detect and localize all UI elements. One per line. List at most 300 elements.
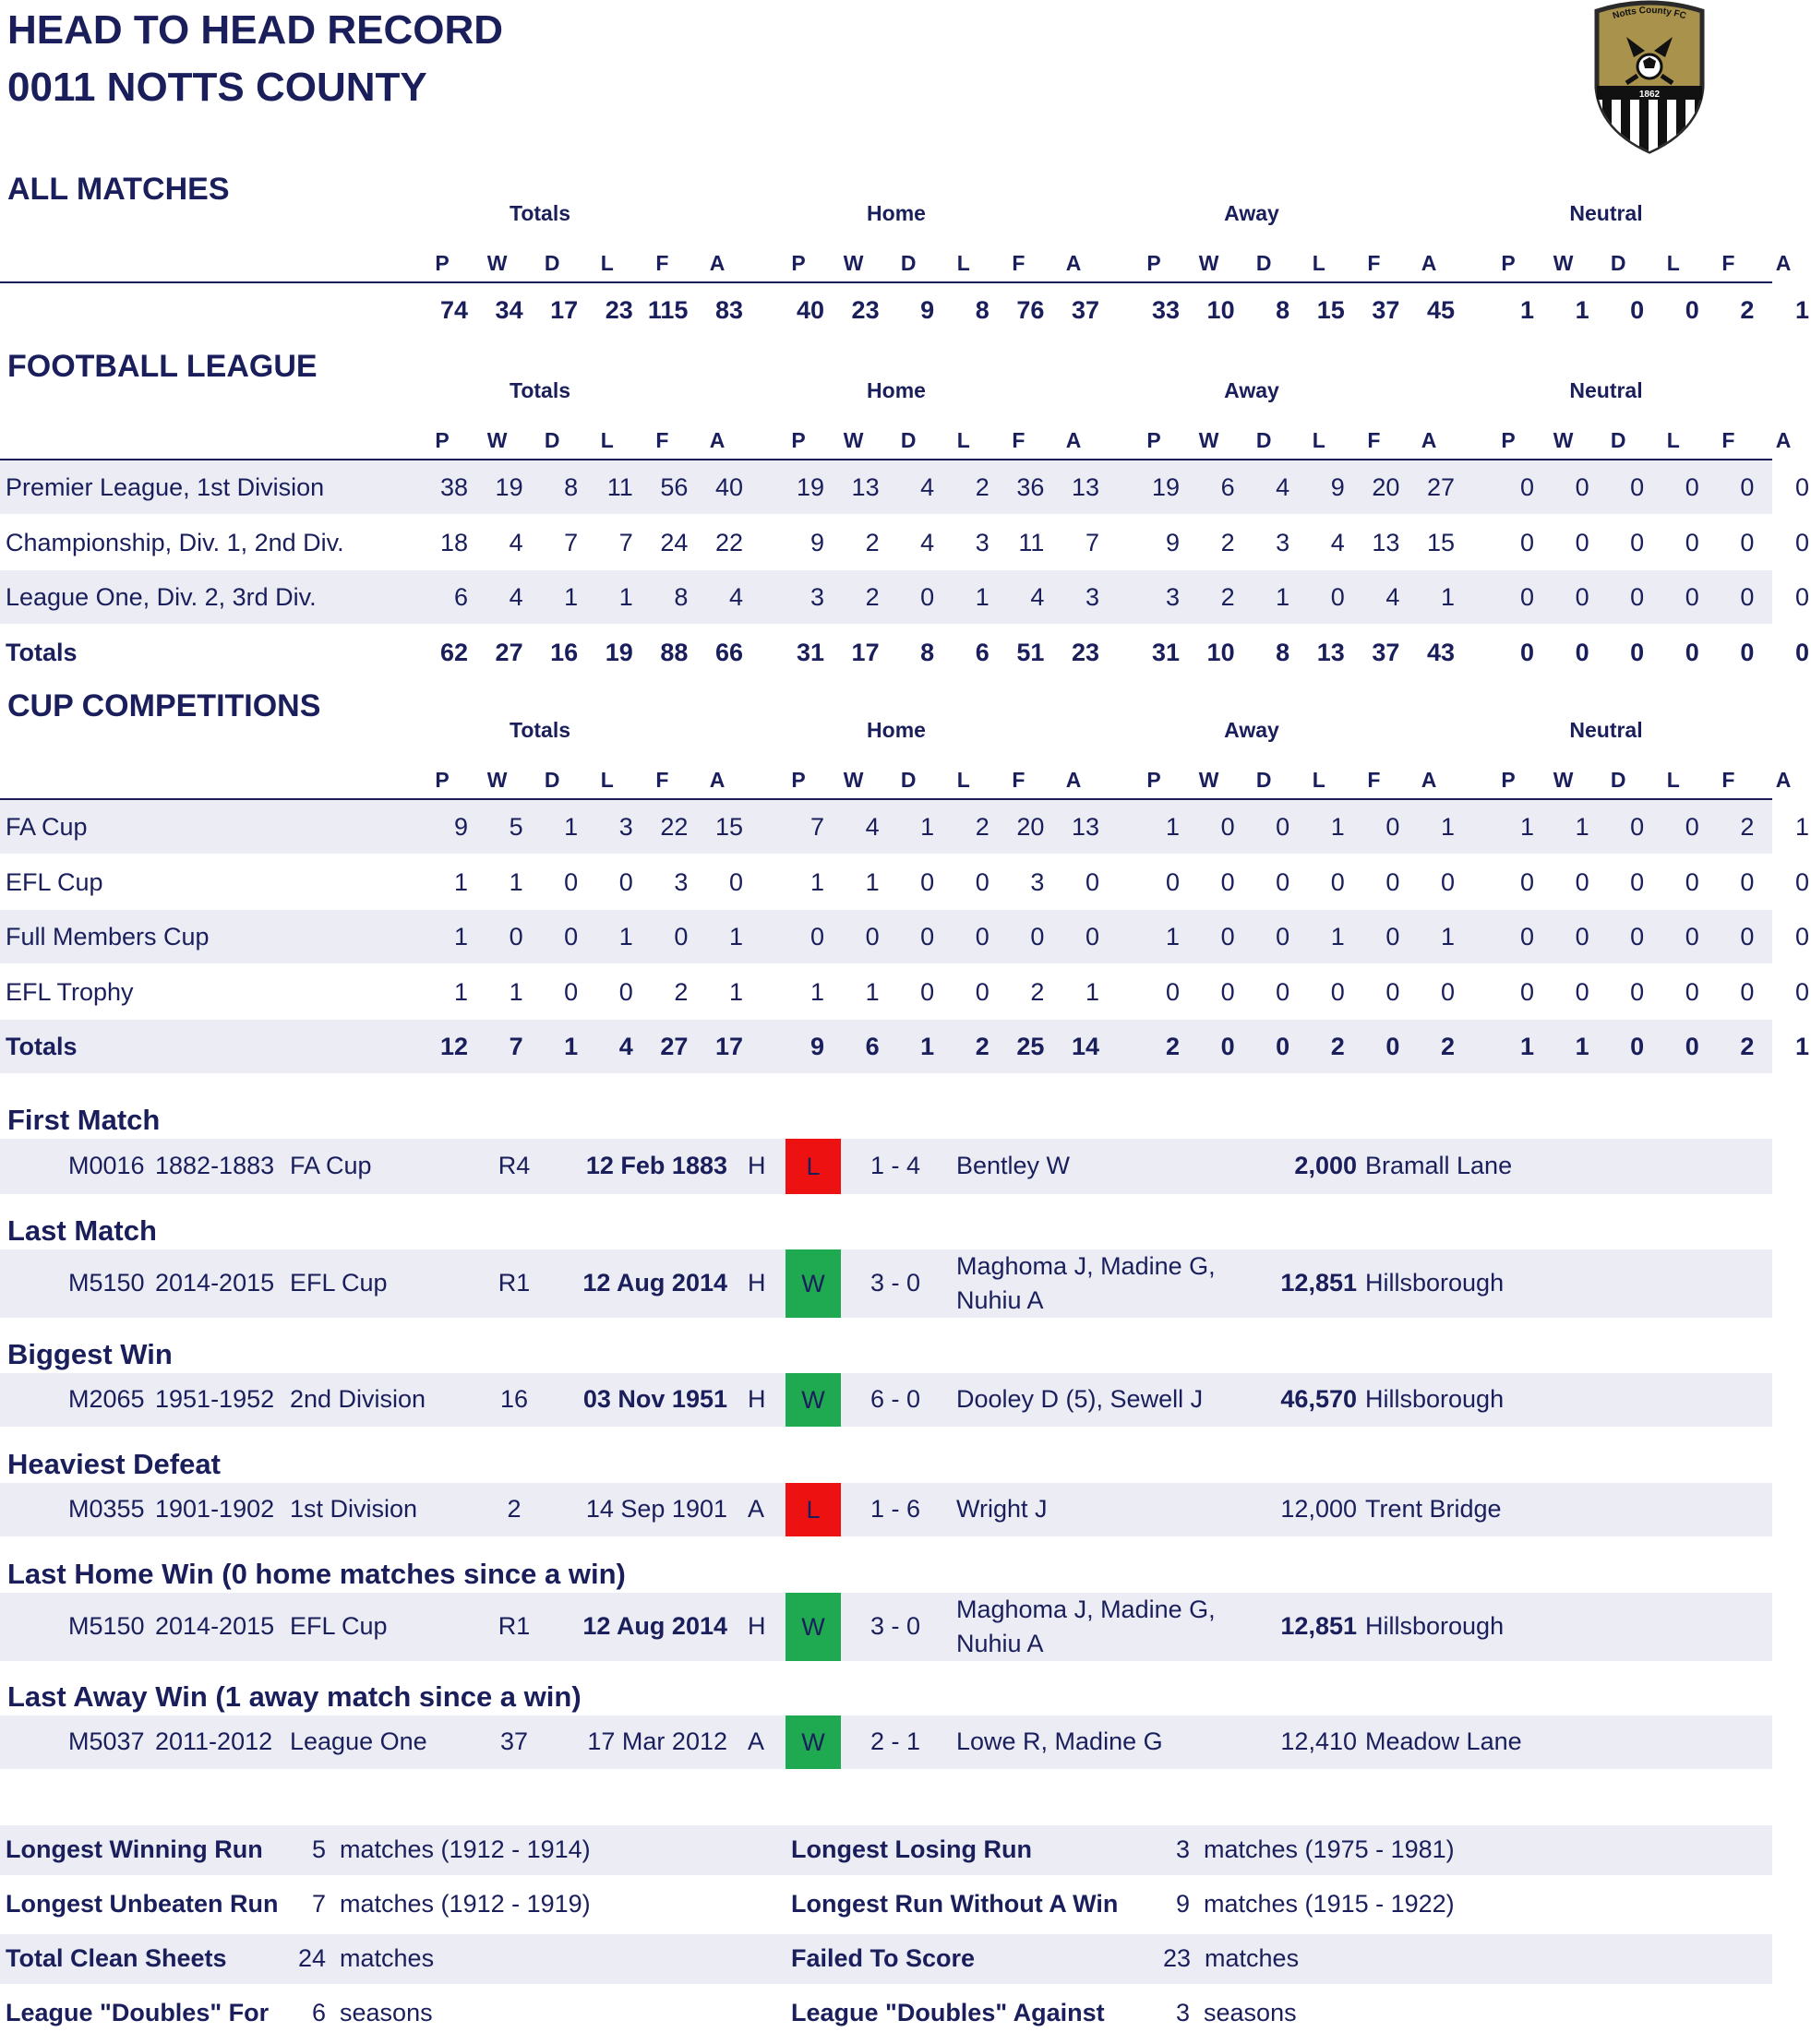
table-cell: 0 (1630, 296, 1645, 324)
table-cell: 3 (1276, 528, 1290, 556)
table-cell: 2 (1165, 1033, 1180, 1060)
row-label: Full Members Cup (6, 923, 210, 950)
table-cell: 2 (1030, 977, 1045, 1006)
scorers-line: Nuhiu A (956, 1286, 1044, 1314)
table-cell: 0 (1685, 977, 1699, 1006)
table-cell: 1 (1519, 296, 1534, 324)
table-cell: 0 (1630, 923, 1645, 950)
match-id: M2065 (68, 1385, 145, 1413)
table-cell: 4 (920, 528, 935, 556)
table-cell: 0 (1220, 1033, 1235, 1060)
match-attendance: 12,000 (1280, 1495, 1357, 1523)
table-cell: 0 (1630, 528, 1645, 556)
column-header: A (1065, 428, 1082, 452)
column-header: W (843, 768, 864, 792)
table-cell: 1 (1794, 1033, 1809, 1060)
match-ground: Hillsborough (1365, 1612, 1505, 1640)
column-header: L (1666, 768, 1680, 792)
column-header: A (709, 428, 726, 452)
match-score: 1 - 4 (870, 1152, 921, 1179)
table-cell: 0 (1519, 638, 1534, 666)
column-header: W (1553, 768, 1574, 792)
table-cell: 20 (1372, 473, 1400, 501)
table-cell: 1 (618, 923, 633, 950)
match-ground: Hillsborough (1365, 1385, 1505, 1413)
table-cell: 0 (1685, 296, 1699, 324)
table-cell: 1 (1575, 813, 1589, 841)
stat-value: 3 seasons (1176, 1999, 1297, 2026)
stat-label: Longest Unbeaten Run (6, 1890, 279, 1918)
table-cell: 0 (920, 923, 935, 950)
stat-label: Longest Losing Run (791, 1835, 1032, 1863)
match-summary-title: Last Away Win (1 away match since a win) (7, 1680, 582, 1713)
match-round: 2 (507, 1495, 522, 1523)
table-cell: 31 (1151, 638, 1180, 666)
table-cell: 4 (728, 583, 743, 611)
table-cell: 2 (975, 1033, 989, 1060)
table-cell: 0 (618, 977, 633, 1006)
column-header: W (1198, 428, 1219, 452)
match-season: 1951-1952 (155, 1385, 275, 1413)
table-cell: 4 (618, 1033, 633, 1060)
match-competition: League One (290, 1727, 427, 1755)
table-cell: 0 (1685, 473, 1699, 501)
group-header: Totals (509, 201, 571, 225)
table-cell: 0 (975, 923, 989, 950)
table-cell: 0 (728, 867, 743, 896)
table-cell: 45 (1426, 296, 1455, 324)
table-cell: 37 (1372, 296, 1400, 324)
club-name: 0011 NOTTS COUNTY (7, 65, 427, 110)
table-cell: 2 (865, 583, 880, 611)
table-cell: 23 (1071, 638, 1099, 666)
column-header: W (486, 768, 508, 792)
match-summary-title: Last Home Win (0 home matches since a win) (7, 1558, 626, 1590)
column-header: F (1012, 428, 1025, 452)
column-header: L (1666, 251, 1680, 275)
venue-code: A (748, 1495, 765, 1523)
row-label: FA Cup (6, 813, 88, 841)
scorers-line: Bentley W (956, 1152, 1071, 1179)
table-cell: 9 (1330, 473, 1345, 501)
scorers-line: Lowe R, Madine G (956, 1727, 1163, 1755)
match-season: 1901-1902 (155, 1495, 275, 1523)
stat-label: Longest Winning Run (6, 1835, 263, 1863)
table-cell: 0 (1740, 583, 1755, 611)
column-header: A (1421, 428, 1437, 452)
column-header: P (1501, 428, 1516, 452)
table-cell: 43 (1426, 638, 1455, 666)
venue-code: A (748, 1727, 765, 1755)
table-cell: 1 (810, 977, 824, 1006)
table-cell: 1 (728, 977, 743, 1006)
match-attendance: 12,851 (1280, 1612, 1357, 1640)
match-date: 12 Feb 1883 (585, 1152, 727, 1179)
column-header: F (1721, 251, 1735, 275)
table-cell: 9 (1165, 528, 1180, 556)
table-cell: 34 (495, 296, 523, 324)
table-cell: 16 (550, 638, 579, 666)
table-cell: 4 (509, 528, 523, 556)
group-header: Neutral (1569, 201, 1643, 225)
table-cell: 10 (1206, 296, 1235, 324)
table-cell: 13 (1372, 528, 1400, 556)
table-cell: 15 (714, 813, 743, 841)
table-cell: 9 (810, 1033, 824, 1060)
table-cell: 1 (920, 813, 935, 841)
table-cell: 12 (439, 1033, 468, 1060)
table-cell: 0 (1276, 813, 1290, 841)
table-cell: 0 (1030, 923, 1045, 950)
column-header: W (486, 251, 508, 275)
stat-value: 24 matches (298, 1944, 435, 1972)
table-cell: 0 (1330, 583, 1345, 611)
table-cell: 0 (865, 923, 880, 950)
match-round: 16 (499, 1385, 529, 1413)
table-cell: 15 (1426, 528, 1455, 556)
table-cell: 27 (660, 1033, 689, 1060)
table-cell: 0 (674, 923, 689, 950)
column-header: F (655, 251, 669, 275)
table-cell: 1 (1575, 1033, 1589, 1060)
table-cell: 0 (1630, 977, 1645, 1006)
match-date: 12 Aug 2014 (582, 1612, 727, 1640)
table-cell: 2 (674, 977, 689, 1006)
column-header: D (1255, 251, 1272, 275)
table-cell: 83 (714, 296, 743, 324)
column-header: W (1553, 428, 1574, 452)
column-header: D (1610, 768, 1626, 792)
table-cell: 1 (920, 1033, 935, 1060)
table-cell: 14 (1071, 1033, 1099, 1060)
match-round: R1 (498, 1612, 531, 1640)
row-label: Totals (6, 638, 78, 666)
column-header: L (956, 251, 970, 275)
table-cell: 1 (865, 977, 880, 1006)
column-header: D (1610, 428, 1626, 452)
table-cell: 8 (564, 473, 579, 501)
table-cell: 22 (660, 813, 689, 841)
stat-value: 5 matches (1912 - 1914) (312, 1835, 591, 1863)
row-label: League One, Div. 2, 3rd Div. (6, 583, 317, 611)
table-cell: 0 (1085, 867, 1099, 896)
table-cell: 1 (1440, 923, 1455, 950)
scorers-line: Maghoma J, Madine G, (956, 1252, 1216, 1280)
table-cell: 1 (810, 867, 824, 896)
column-header: L (1312, 428, 1325, 452)
table-cell: 0 (1519, 867, 1534, 896)
table-cell: 38 (439, 473, 468, 501)
match-summary-title: Biggest Win (7, 1338, 173, 1370)
table-cell: 18 (439, 528, 468, 556)
table-cell: 1 (1519, 1033, 1534, 1060)
table-cell: 0 (564, 923, 579, 950)
column-header: D (900, 251, 917, 275)
table-cell: 31 (796, 638, 824, 666)
column-header: D (544, 768, 560, 792)
table-cell: 11 (606, 473, 633, 501)
column-header: L (956, 768, 970, 792)
match-id: M0355 (68, 1495, 145, 1523)
match-ground: Bramall Lane (1365, 1152, 1513, 1179)
match-round: R4 (498, 1152, 531, 1179)
scorers-line: Dooley D (5), Sewell J (956, 1385, 1204, 1413)
column-header: A (1421, 768, 1437, 792)
table-cell: 0 (1794, 583, 1809, 611)
stat-value: 7 matches (1912 - 1919) (312, 1890, 591, 1918)
table-cell: 13 (1316, 638, 1345, 666)
column-header: A (709, 768, 726, 792)
table-cell: 0 (1085, 923, 1099, 950)
column-header: P (1146, 428, 1161, 452)
stat-value: 9 matches (1915 - 1922) (1176, 1890, 1455, 1918)
table-cell: 6 (865, 1033, 880, 1060)
column-header: F (1721, 428, 1735, 452)
match-season: 2014-2015 (155, 1612, 275, 1640)
table-cell: 0 (1220, 923, 1235, 950)
table-cell: 0 (1385, 923, 1400, 950)
column-header: L (1312, 251, 1325, 275)
table-cell: 3 (618, 813, 633, 841)
table-cell: 1 (1794, 813, 1809, 841)
group-header: Neutral (1569, 378, 1643, 402)
table-cell: 0 (1740, 977, 1755, 1006)
table-cell: 37 (1071, 296, 1099, 324)
table-cell: 2 (1330, 1033, 1345, 1060)
table-cell: 13 (1071, 813, 1099, 841)
table-cell: 19 (796, 473, 824, 501)
table-cell: 1 (564, 1033, 579, 1060)
table-cell: 0 (1440, 867, 1455, 896)
table-cell: 1 (975, 583, 989, 611)
table-cell: 8 (674, 583, 689, 611)
column-header: L (600, 768, 614, 792)
table-cell: 5 (509, 813, 523, 841)
match-round: R1 (498, 1269, 531, 1297)
table-cell: 0 (1575, 923, 1589, 950)
table-cell: 13 (851, 473, 880, 501)
table-cell: 0 (1330, 977, 1345, 1006)
table-cell: 0 (1519, 473, 1534, 501)
match-attendance: 46,570 (1280, 1385, 1357, 1413)
table-cell: 2 (1740, 813, 1755, 841)
table-cell: 1 (509, 977, 523, 1006)
column-header: F (1367, 768, 1381, 792)
table-cell: 0 (1385, 977, 1400, 1006)
table-cell: 0 (1575, 528, 1589, 556)
match-competition: 2nd Division (290, 1385, 426, 1413)
match-attendance: 12,851 (1280, 1269, 1357, 1297)
column-header: A (709, 251, 726, 275)
match-attendance: 2,000 (1294, 1152, 1357, 1179)
section-title: ALL MATCHES (7, 172, 230, 207)
match-season: 1882-1883 (155, 1152, 275, 1179)
table-cell: 66 (714, 638, 743, 666)
match-date: 12 Aug 2014 (582, 1269, 727, 1297)
result-badge: W (786, 1715, 841, 1769)
table-cell: 74 (439, 296, 468, 324)
table-cell: 115 (647, 296, 689, 324)
column-header: F (1721, 768, 1735, 792)
table-cell: 1 (1794, 296, 1809, 324)
match-competition: FA Cup (290, 1152, 372, 1179)
section-title: FOOTBALL LEAGUE (7, 349, 318, 384)
section-title: CUP COMPETITIONS (7, 688, 321, 723)
table-cell: 1 (453, 923, 468, 950)
table-cell: 2 (1220, 528, 1235, 556)
table-cell: 1 (1330, 813, 1345, 841)
table-cell: 7 (810, 813, 824, 841)
table-cell: 2 (975, 473, 989, 501)
table-cell: 4 (509, 583, 523, 611)
table-cell: 0 (1630, 867, 1645, 896)
column-header: F (655, 768, 669, 792)
table-cell: 0 (1220, 867, 1235, 896)
table-cell: 0 (1630, 638, 1645, 666)
table-cell: 88 (660, 638, 689, 666)
table-cell: 19 (605, 638, 633, 666)
venue-code: H (748, 1385, 766, 1413)
table-cell: 3 (674, 867, 689, 896)
column-header: D (544, 428, 560, 452)
header-rule (0, 281, 1772, 283)
table-cell: 0 (975, 977, 989, 1006)
column-header: W (1553, 251, 1574, 275)
table-cell: 22 (714, 528, 743, 556)
svg-text:Notts County FC: Notts County FC (1611, 5, 1688, 22)
table-cell: 8 (1276, 296, 1290, 324)
table-cell: 0 (1630, 813, 1645, 841)
match-date: 03 Nov 1951 (582, 1385, 727, 1413)
stat-label: Failed To Score (791, 1944, 976, 1972)
match-score: 2 - 1 (870, 1727, 921, 1755)
column-header: L (1666, 428, 1680, 452)
table-cell: 23 (851, 296, 880, 324)
scorers-line: Maghoma J, Madine G, (956, 1596, 1216, 1623)
column-header: W (843, 251, 864, 275)
table-cell: 33 (1151, 296, 1180, 324)
stat-label: League "Doubles" For (6, 1999, 270, 2026)
table-cell: 0 (1685, 638, 1699, 666)
table-cell: 13 (1071, 473, 1099, 501)
table-cell: 62 (439, 638, 468, 666)
table-cell: 1 (453, 977, 468, 1006)
stat-label: Longest Run Without A Win (791, 1890, 1119, 1918)
table-cell: 1 (1440, 813, 1455, 841)
table-cell: 0 (1685, 923, 1699, 950)
table-cell: 4 (920, 473, 935, 501)
table-cell: 17 (851, 638, 880, 666)
table-cell: 37 (1372, 638, 1400, 666)
table-cell: 3 (975, 528, 989, 556)
table-cell: 9 (453, 813, 468, 841)
table-cell: 0 (1575, 473, 1589, 501)
match-score: 6 - 0 (870, 1385, 921, 1413)
table-cell: 0 (975, 867, 989, 896)
table-cell: 0 (564, 867, 579, 896)
venue-code: H (748, 1152, 766, 1179)
table-cell: 0 (1165, 867, 1180, 896)
column-header: P (435, 768, 450, 792)
column-header: D (544, 251, 560, 275)
match-competition: EFL Cup (290, 1612, 388, 1640)
table-cell: 1 (1276, 583, 1290, 611)
table-cell: 20 (1016, 813, 1045, 841)
table-cell: 0 (564, 977, 579, 1006)
stat-value: 23 matches (1163, 1944, 1300, 1972)
column-header: F (1367, 428, 1381, 452)
table-cell: 1 (453, 867, 468, 896)
table-cell: 51 (1016, 638, 1045, 666)
table-cell: 1 (1519, 813, 1534, 841)
table-cell: 24 (660, 528, 689, 556)
table-cell: 4 (1330, 528, 1345, 556)
table-cell: 7 (1085, 528, 1099, 556)
table-cell: 0 (1276, 977, 1290, 1006)
table-cell: 7 (509, 1033, 523, 1060)
table-cell: 0 (1685, 867, 1699, 896)
table-cell: 0 (509, 923, 523, 950)
column-header: A (1065, 768, 1082, 792)
column-header: D (900, 768, 917, 792)
table-cell: 2 (975, 813, 989, 841)
table-cell: 0 (1165, 977, 1180, 1006)
match-competition: EFL Cup (290, 1269, 388, 1297)
row-label: Totals (6, 1033, 78, 1060)
table-cell: 4 (1276, 473, 1290, 501)
table-cell: 0 (1740, 923, 1755, 950)
match-id: M0016 (68, 1152, 145, 1179)
table-cell: 0 (1685, 528, 1699, 556)
table-cell: 3 (1030, 867, 1045, 896)
table-cell: 19 (495, 473, 523, 501)
table-cell: 25 (1016, 1033, 1045, 1060)
table-cell: 40 (796, 296, 824, 324)
group-header: Home (867, 201, 926, 225)
table-cell: 9 (920, 296, 935, 324)
group-header: Neutral (1569, 718, 1643, 742)
svg-text:1862: 1862 (1638, 90, 1661, 100)
column-header: A (1775, 251, 1792, 275)
table-cell: 0 (1519, 583, 1534, 611)
column-header: P (435, 251, 450, 275)
table-cell: 0 (1740, 528, 1755, 556)
group-header: Away (1224, 201, 1279, 225)
row-label: Championship, Div. 1, 2nd Div. (6, 528, 344, 556)
table-cell: 0 (1794, 638, 1809, 666)
table-cell: 0 (1385, 1033, 1400, 1060)
table-cell: 0 (1794, 867, 1809, 896)
result-badge: L (786, 1483, 841, 1536)
table-cell: 0 (1575, 638, 1589, 666)
column-header: P (435, 428, 450, 452)
group-header: Home (867, 718, 926, 742)
table-cell: 27 (495, 638, 523, 666)
match-attendance: 12,410 (1280, 1727, 1357, 1755)
table-cell: 0 (1740, 638, 1755, 666)
column-header: A (1775, 768, 1792, 792)
scorers-line: Wright J (956, 1495, 1048, 1523)
column-header: A (1775, 428, 1792, 452)
table-cell: 0 (1220, 813, 1235, 841)
column-header: L (600, 251, 614, 275)
table-cell: 0 (1519, 528, 1534, 556)
table-cell: 0 (1630, 473, 1645, 501)
match-ground: Hillsborough (1365, 1269, 1505, 1297)
table-cell: 0 (1630, 1033, 1645, 1060)
table-cell: 10 (1206, 638, 1235, 666)
column-header: D (1610, 251, 1626, 275)
